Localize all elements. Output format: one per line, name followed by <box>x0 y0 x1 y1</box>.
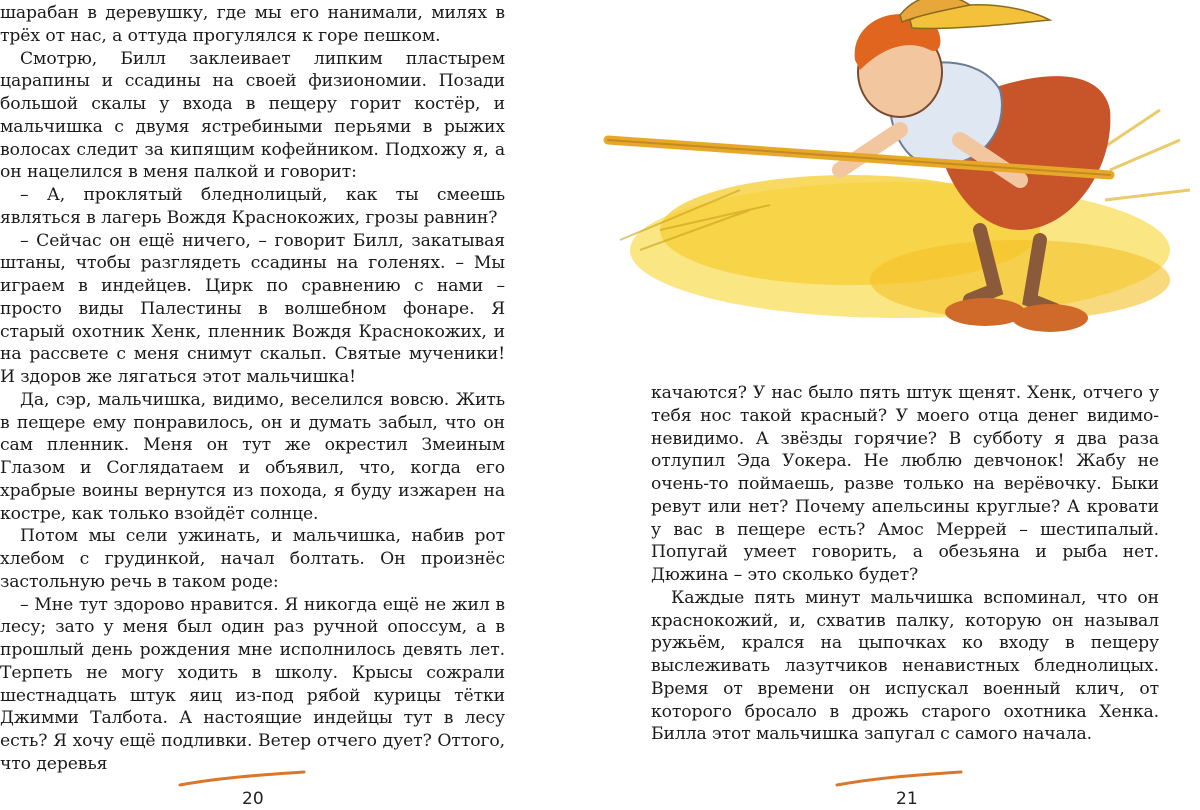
right-page <box>600 0 1200 810</box>
right-text-column <box>651 382 1159 746</box>
paragraph: Каждые пять минут мальчишка вспоминал, что он краснокожий, и, схватив палку, которую он называл ружьём, крался на цыпочках ко входу в пещеру выслеживать лазутчиков ненавистных бледнолицых. Время от времени он испускал военный клич, от которого бросало в дрожь старого охотника Хенка. Билла этот мальчишка запугал с самого начала. <box>651 587 1159 745</box>
boy-with-feathers-holding-stick-illustration <box>600 0 1200 360</box>
paragraph: – А, проклятый бледнолицый, как ты смеешь являться в лагерь Вождя Краснокожих, грозы равнин? <box>0 185 505 228</box>
paragraph: Потом мы сели ужинать, и мальчишка, набив рот хлебом с грудинкой, начал болтать. Он произнёс застольную речь в таком роде: <box>0 526 505 592</box>
paragraph: шарабан в деревушку, где мы его нанимали, милях в трёх от нас, а оттуда прогулялся к горе пешком. <box>0 3 505 46</box>
page-number: 20 <box>242 789 264 809</box>
left-text-column <box>0 2 505 776</box>
paragraph: Смотрю, Билл заклеивает липким пластырем царапины и ссадины на своей физиономии. Позади большой скалы у входа в пещеру горит костёр, и мальчишка с двумя ястребиными перьями в рыжих волосах следит за кипящим кофейником. Подхожу я, а он нацелился в меня палкой и говорит: <box>0 48 505 183</box>
decorative-brush-stroke <box>835 770 965 788</box>
page-number: 21 <box>896 789 918 809</box>
paragraph: качаются? У нас было пять штук щенят. Хенк, отчего у тебя нос такой красный? У моего отца денег видимо-невидимо. А звёзды горячие? В субботу я два раза отлупил Эда Уокера. Не люблю девчонок! Жабу не очень-то поймаешь, разве только на верёвочку. Быки ревут или нет? Почему апельсины круглые? А кровати у вас в пещере есть? Амос Меррей – шестипалый. Попугай умеет говорить, а обезьяна и рыба нет. Дюжина – это сколько будет? <box>651 383 1159 585</box>
paragraph: – Сейчас он ещё ничего, – говорит Билл, закатывая штаны, чтобы разглядеть ссадины на голенях. – Мы играем в индейцев. Цирк по сравнению с нами – просто виды Палестины в волшебном фонаре. Я старый охотник Хенк, пленник Вождя Краснокожих, и на рассвете с меня снимут скальп. Святые мученики! И здоров же лягаться этот мальчишка! <box>0 230 505 387</box>
paragraph: – Мне тут здорово нравится. Я никогда ещё не жил в лесу; зато у меня был один раз ручной опоссум, а в прошлый день рождения мне исполнилось девять лет. Терпеть не могу ходить в школу. Крысы сожрали шестнадцать штук яиц из-под рябой курицы тётки Джимми Талбота. А настоящие индейцы тут в лесу есть? Я хочу ещё подливки. Ветер отчего дует? Оттого, что деревья <box>0 594 505 774</box>
paragraph: Да, сэр, мальчишка, видимо, веселился вовсю. Жить в пещере ему понравилось, он и думать забыл, что он сам пленник. Меня он тут же окрестил Змеиным Глазом и Соглядатаем и объявил, что, когда его храбрые воины вернутся из похода, я буду изжарен на костре, как только взойдёт солнце. <box>0 389 505 524</box>
decorative-brush-stroke <box>178 770 308 788</box>
